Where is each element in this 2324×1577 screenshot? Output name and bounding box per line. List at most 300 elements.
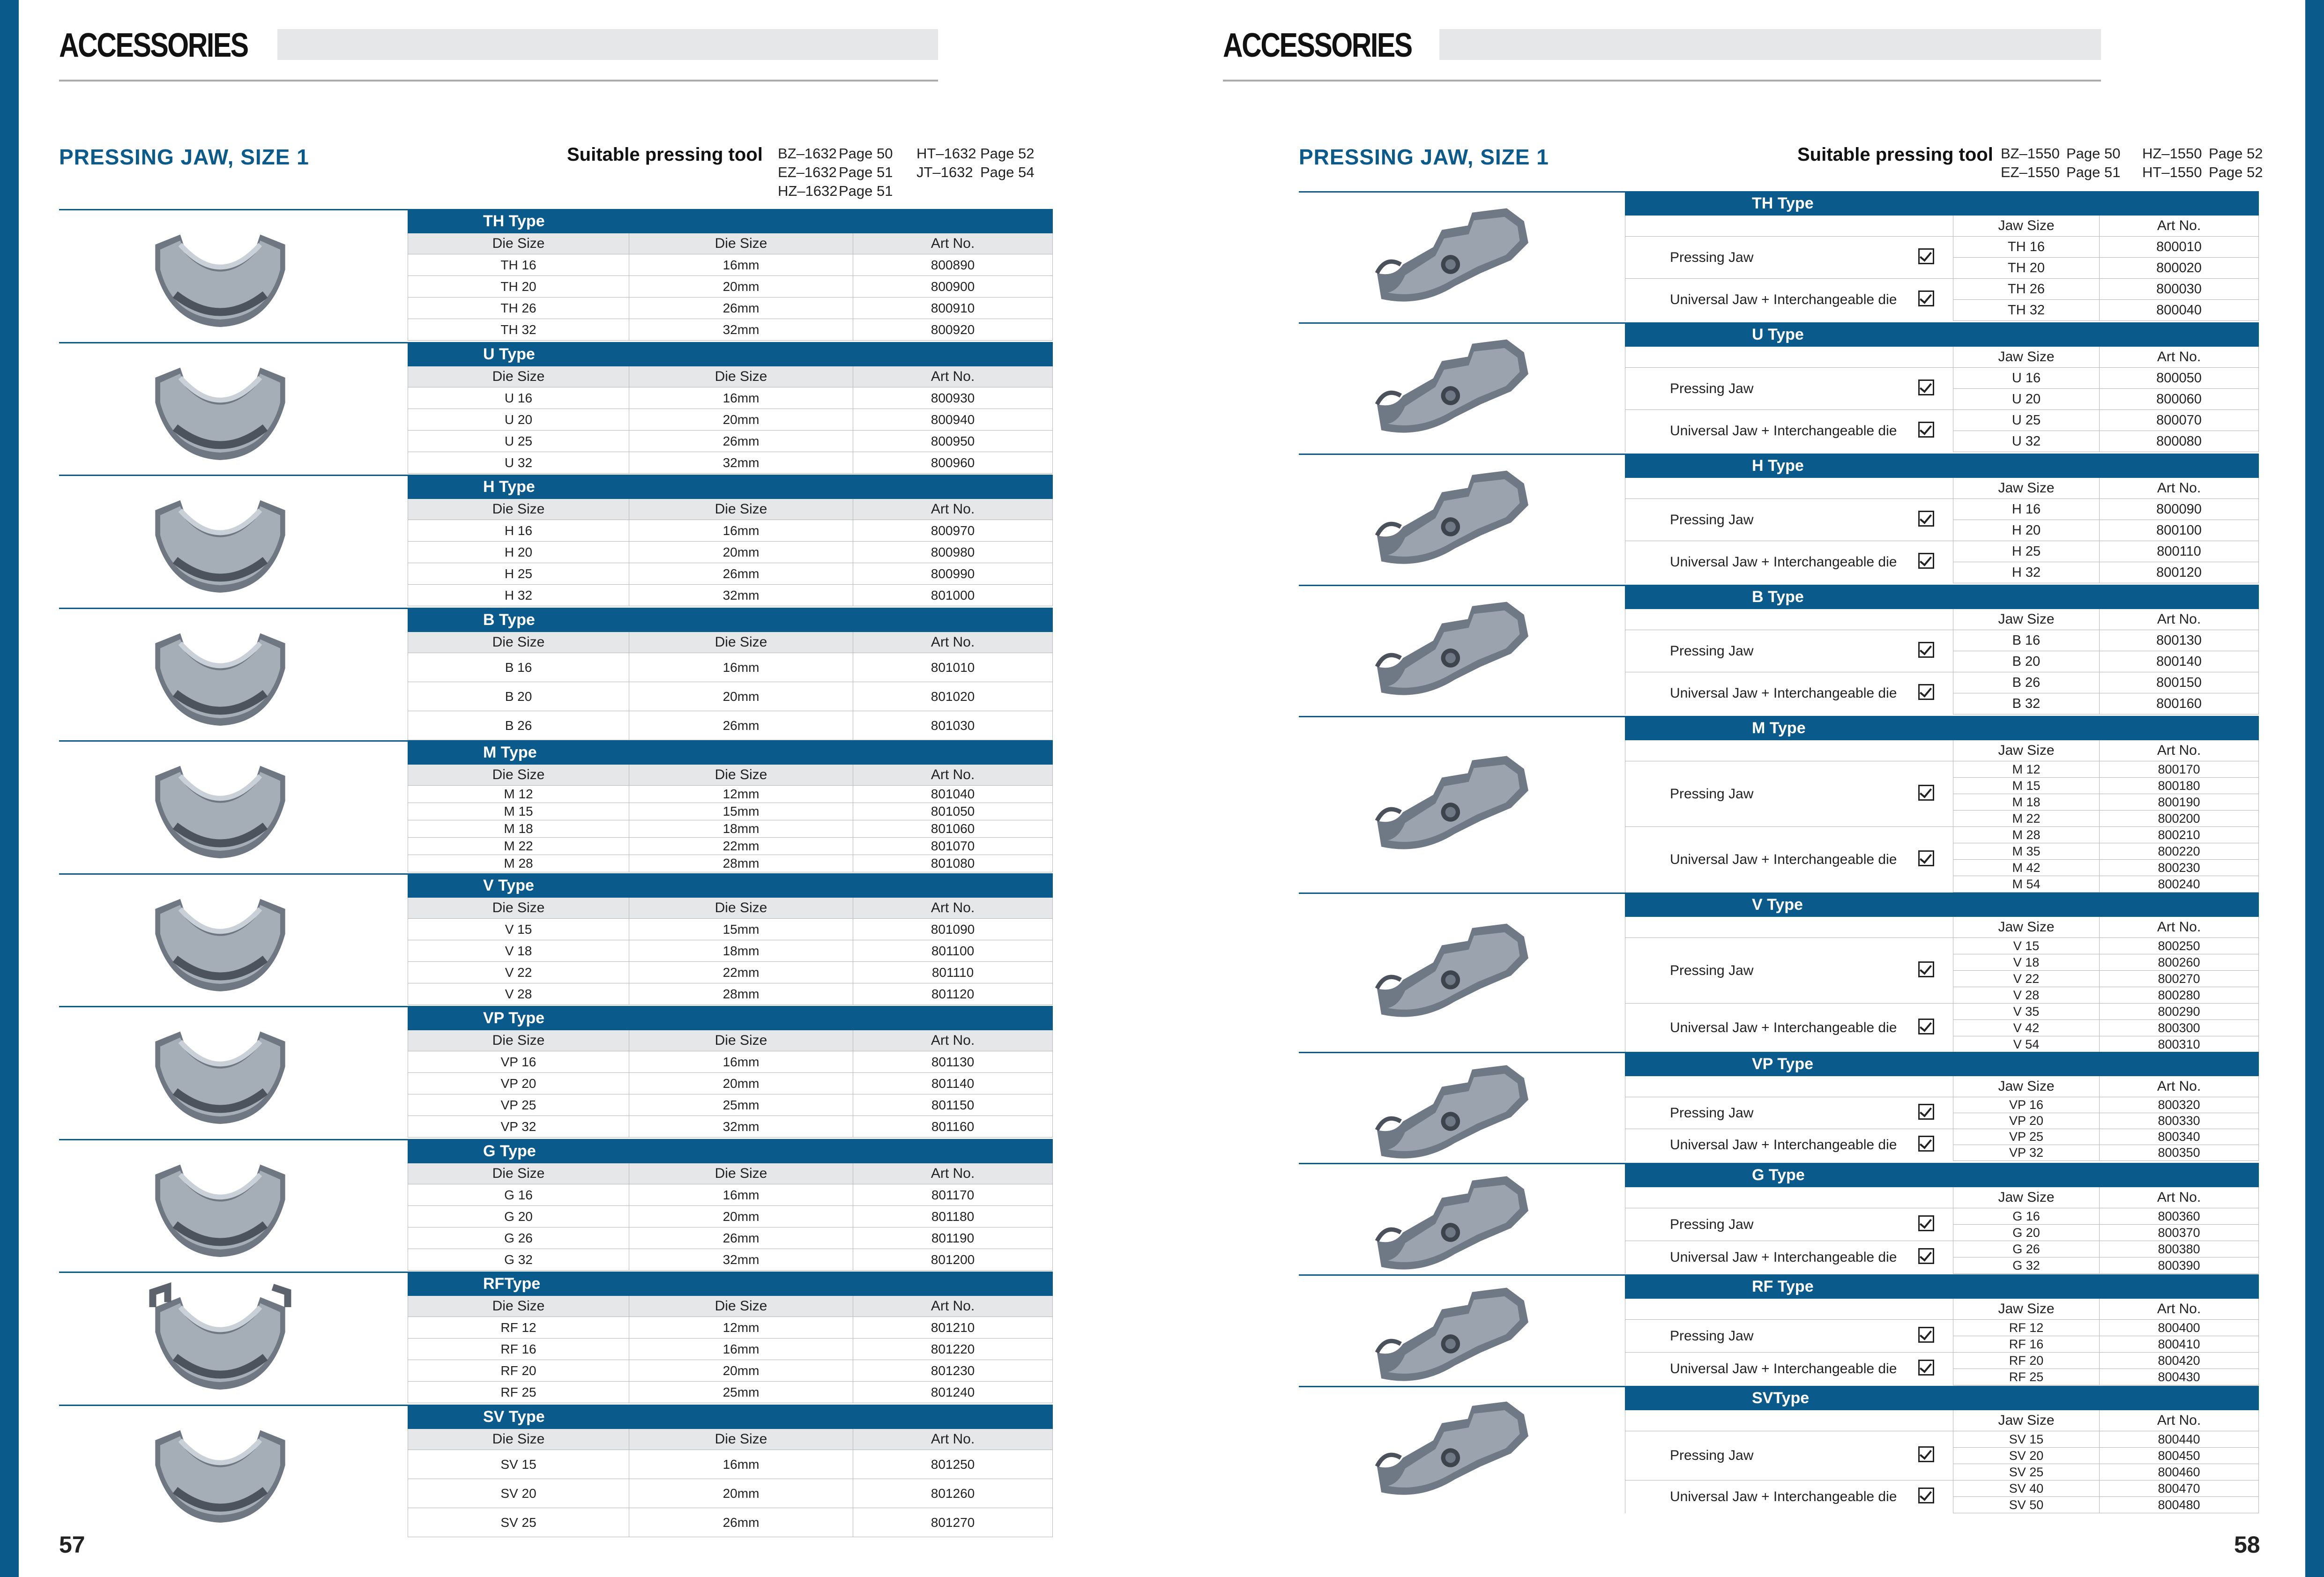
pressing-jaw-image	[1368, 462, 1542, 574]
die-size-mm: 16mm	[629, 520, 853, 542]
jaw-image-box	[1368, 462, 1542, 577]
column-header: Art No.	[853, 1428, 1053, 1450]
column-header: Art No.	[2100, 1410, 2259, 1431]
art-no: 801010	[853, 653, 1053, 682]
jaw-size: M 35	[1953, 843, 2100, 860]
art-no: 800980	[853, 542, 1053, 563]
jaw-image-box	[1368, 747, 1542, 862]
jaw-size: VP 16	[1953, 1097, 2100, 1113]
row-label-text: Universal Jaw + Interchangeable die	[1670, 1488, 1897, 1504]
jaw-size: B 32	[1953, 693, 2100, 714]
type-title: RF Type	[1625, 1275, 2259, 1299]
section-divider	[59, 342, 408, 343]
die-size-code: VP 25	[408, 1094, 629, 1116]
type-title: VP Type	[1625, 1052, 2259, 1076]
tool-page: Page 52	[2209, 164, 2263, 180]
die-image-box	[145, 348, 295, 470]
art-no: 800060	[2100, 389, 2259, 410]
jaw-size: SV 15	[1953, 1431, 2100, 1448]
checkbox-icon	[1918, 1446, 1934, 1462]
die-table	[408, 1405, 1053, 1537]
jaw-size: U 16	[1953, 368, 2100, 389]
table-type-header	[408, 741, 1053, 765]
page-number: 57	[59, 1532, 85, 1558]
art-no: 800220	[2100, 843, 2259, 860]
art-no: 801080	[853, 855, 1053, 872]
table-row	[408, 983, 1053, 1004]
die-size-mm: 26mm	[629, 711, 853, 740]
die-image-box	[145, 480, 295, 603]
table-row	[1625, 1097, 2259, 1113]
table-type-header	[1625, 1163, 2259, 1187]
die-size-code: M 18	[408, 820, 629, 838]
product-section	[1162, 1386, 2305, 1512]
jaw-size: V 22	[1953, 971, 2100, 987]
product-section	[19, 1272, 1162, 1405]
column-header: Art No.	[853, 1296, 1053, 1317]
section-divider	[59, 209, 408, 210]
die-size-mm: 25mm	[629, 1094, 853, 1116]
art-no: 800940	[853, 409, 1053, 430]
column-header: Jaw Size	[1953, 1076, 2100, 1097]
table-type-header	[408, 1272, 1053, 1296]
row-label-text: Universal Jaw + Interchangeable die	[1670, 1249, 1897, 1265]
jaw-table	[1625, 454, 2259, 583]
table-type-header	[408, 1006, 1053, 1030]
type-title: M Type	[1625, 716, 2259, 740]
label-header-blank	[1625, 1076, 1953, 1097]
jaw-size: M 15	[1953, 778, 2100, 794]
row-label-text: Pressing Jaw	[1670, 786, 1754, 802]
column-header-row	[1625, 478, 2259, 499]
die-table	[408, 1272, 1053, 1403]
die-size-mm: 32mm	[629, 452, 853, 473]
row-label-text: Universal Jaw + Interchangeable die	[1670, 685, 1897, 701]
column-header: Art No.	[853, 897, 1053, 918]
suitable-tools-col2	[2142, 144, 2263, 182]
jaw-image-box	[1368, 1168, 1542, 1282]
die-size-mm: 18mm	[629, 940, 853, 961]
die-size-mm: 16mm	[629, 653, 853, 682]
die-size-mm: 26mm	[629, 1227, 853, 1249]
type-title: TH Type	[408, 209, 1053, 233]
die-size-code: M 22	[408, 838, 629, 855]
column-header: Art No.	[853, 233, 1053, 254]
column-header-row	[1625, 917, 2259, 938]
section-divider	[59, 475, 408, 476]
product-section	[1162, 1274, 2305, 1384]
jaw-size: TH 32	[1953, 300, 2100, 321]
section-divider	[59, 1405, 408, 1406]
die-size-code: V 15	[408, 918, 629, 940]
die-size-mm: 20mm	[629, 542, 853, 563]
row-label-text: Universal Jaw + Interchangeable die	[1670, 1361, 1897, 1376]
tool-page: Page 52	[2209, 145, 2263, 162]
art-no: 800140	[2100, 651, 2259, 672]
art-no: 801270	[853, 1508, 1053, 1537]
die-size-code: G 32	[408, 1249, 629, 1270]
die-image-box	[145, 1145, 295, 1267]
product-section	[1162, 716, 2305, 891]
table-type-header	[408, 209, 1053, 233]
jaw-size: V 15	[1953, 938, 2100, 954]
die-size-code: U 25	[408, 430, 629, 452]
table-row	[1625, 672, 2259, 693]
art-no: 801250	[853, 1450, 1053, 1479]
section-divider	[1299, 1163, 1625, 1164]
die-size-code: TH 32	[408, 319, 629, 341]
checkbox-icon	[1918, 642, 1934, 658]
art-no: 801170	[853, 1184, 1053, 1205]
column-header: Die Size	[408, 1163, 629, 1184]
pressing-die-image	[145, 1410, 295, 1530]
art-no: 800120	[2100, 562, 2259, 583]
jaw-table	[1625, 1386, 2259, 1513]
product-section	[19, 1139, 1162, 1272]
heading-bar	[1439, 29, 2101, 60]
die-image-box	[145, 879, 295, 1001]
table-type-header	[1625, 1275, 2259, 1299]
table-row	[1625, 1129, 2259, 1145]
checkbox-icon	[1918, 1488, 1934, 1503]
column-header: Die Size	[408, 1030, 629, 1051]
column-header: Die Size	[408, 1428, 629, 1450]
column-header-row	[408, 632, 1053, 653]
die-size-code: RF 20	[408, 1360, 629, 1382]
tool-page: Page 50	[839, 145, 893, 162]
section-divider	[1299, 716, 1625, 717]
table-row	[408, 520, 1053, 542]
art-no: 800370	[2100, 1225, 2259, 1241]
type-title: G Type	[1625, 1163, 2259, 1187]
column-header-row	[408, 765, 1053, 786]
type-title: M Type	[408, 741, 1053, 765]
column-header: Die Size	[629, 1163, 853, 1184]
die-image-box	[145, 215, 295, 337]
column-header: Art No.	[853, 765, 1053, 786]
universal-jaw-label	[1625, 279, 1953, 321]
art-no: 800350	[2100, 1145, 2259, 1161]
art-no: 800070	[2100, 410, 2259, 431]
table-row	[1625, 1320, 2259, 1336]
product-section	[19, 740, 1162, 873]
table-type-header	[1625, 1386, 2259, 1410]
die-size-code: SV 20	[408, 1479, 629, 1508]
jaw-size: TH 20	[1953, 258, 2100, 279]
type-title: H Type	[408, 475, 1053, 499]
label-header-blank	[1625, 609, 1953, 630]
column-header: Art No.	[853, 632, 1053, 653]
tool-page: Page 51	[2066, 164, 2121, 180]
checkbox-icon	[1918, 1019, 1934, 1034]
art-no: 801100	[853, 940, 1053, 961]
jaw-size: U 20	[1953, 389, 2100, 410]
pressing-jaw-label	[1625, 1208, 1953, 1241]
art-no: 801000	[853, 585, 1053, 606]
art-no: 800010	[2100, 237, 2259, 258]
jaw-image-box	[1368, 1279, 1542, 1394]
jaw-size: M 18	[1953, 794, 2100, 811]
table-row	[408, 1339, 1053, 1360]
column-header: Art No.	[2100, 609, 2259, 630]
table-row	[1625, 1353, 2259, 1369]
die-size-mm: 20mm	[629, 409, 853, 430]
jaw-size: SV 50	[1953, 1497, 2100, 1513]
column-header: Die Size	[629, 366, 853, 387]
art-no: 800250	[2100, 938, 2259, 954]
table-row	[408, 1073, 1053, 1094]
art-no: 800890	[853, 254, 1053, 276]
checkbox-icon	[1918, 785, 1934, 801]
column-header: Die Size	[629, 1296, 853, 1317]
die-size-code: VP 32	[408, 1116, 629, 1138]
type-title: B Type	[1625, 585, 2259, 609]
table-type-header	[408, 608, 1053, 632]
jaw-table	[1625, 1274, 2259, 1385]
type-title: V Type	[1625, 893, 2259, 917]
table-row	[1625, 1004, 2259, 1020]
die-table	[408, 475, 1053, 606]
die-size-mm: 20mm	[629, 1073, 853, 1094]
table-type-header	[1625, 323, 2259, 347]
table-row	[1625, 279, 2259, 300]
column-header: Die Size	[629, 233, 853, 254]
column-header: Art No.	[2100, 740, 2259, 761]
die-size-mm: 15mm	[629, 918, 853, 940]
pressing-jaw-image	[1368, 747, 1542, 860]
die-table	[408, 1139, 1053, 1271]
section-divider	[1299, 893, 1625, 894]
art-no: 800910	[853, 298, 1053, 319]
jaw-size: M 28	[1953, 827, 2100, 843]
die-size-code: M 28	[408, 855, 629, 872]
type-title: B Type	[408, 608, 1053, 632]
column-header: Die Size	[408, 366, 629, 387]
row-label-text: Pressing Jaw	[1670, 643, 1754, 659]
jaw-table	[1625, 716, 2259, 893]
art-no: 800960	[853, 452, 1053, 473]
jaw-size: RF 25	[1953, 1369, 2100, 1385]
pressing-die-image	[145, 480, 295, 600]
row-label-text: Pressing Jaw	[1670, 1105, 1754, 1121]
tool-page: Page 51	[839, 164, 893, 180]
column-header: Jaw Size	[1953, 917, 2100, 938]
page-heading: ACCESSORIES	[1223, 27, 1412, 64]
pressing-die-image	[145, 746, 295, 866]
table-row	[408, 803, 1053, 820]
art-no: 801120	[853, 983, 1053, 1004]
section-divider	[1299, 1386, 1625, 1387]
table-row	[408, 1317, 1053, 1339]
art-no: 800090	[2100, 499, 2259, 520]
jaw-size: H 32	[1953, 562, 2100, 583]
die-size-mm: 32mm	[629, 585, 853, 606]
universal-jaw-label	[1625, 541, 1953, 583]
pressing-die-image	[145, 348, 295, 468]
art-no: 801240	[853, 1382, 1053, 1403]
table-row	[408, 1360, 1053, 1382]
pressing-die-image	[145, 1277, 295, 1397]
art-no: 800290	[2100, 1004, 2259, 1020]
table-row	[408, 682, 1053, 711]
jaw-size: SV 40	[1953, 1480, 2100, 1497]
jaw-image-box	[1368, 200, 1542, 314]
product-section	[19, 1405, 1162, 1538]
art-no: 800950	[853, 430, 1053, 452]
tool-page: Page 52	[980, 145, 1035, 162]
pressing-die-image	[145, 879, 295, 999]
type-title: G Type	[408, 1139, 1053, 1163]
art-no: 800470	[2100, 1480, 2259, 1497]
die-size-mm: 28mm	[629, 983, 853, 1004]
checkbox-icon	[1918, 961, 1934, 977]
die-size-mm: 20mm	[629, 682, 853, 711]
art-no: 800210	[2100, 827, 2259, 843]
tool-model: HZ–1550	[2142, 145, 2202, 162]
tool-page: Page 51	[839, 183, 893, 199]
column-header: Art No.	[2100, 1076, 2259, 1097]
die-size-code: H 16	[408, 520, 629, 542]
pressing-jaw-image	[1368, 200, 1542, 312]
column-header: Die Size	[629, 632, 853, 653]
die-table	[408, 873, 1053, 1005]
suitable-tools-col1	[2001, 144, 2121, 182]
art-no: 801150	[853, 1094, 1053, 1116]
right-page	[1162, 0, 2305, 1577]
label-header-blank	[1625, 1410, 1953, 1431]
section-divider	[1299, 1052, 1625, 1053]
type-title: SVType	[1625, 1386, 2259, 1410]
universal-jaw-label	[1625, 410, 1953, 452]
pressing-die-image	[145, 613, 295, 733]
die-image-box	[145, 1410, 295, 1532]
table-row	[1625, 237, 2259, 258]
table-row	[408, 838, 1053, 855]
column-header: Art No.	[2100, 478, 2259, 499]
art-no: 801160	[853, 1116, 1053, 1138]
column-header: Die Size	[629, 499, 853, 520]
jaw-size: M 22	[1953, 811, 2100, 827]
checkbox-icon	[1918, 1360, 1934, 1376]
jaw-size: RF 16	[1953, 1336, 2100, 1353]
pressing-jaw-image	[1368, 593, 1542, 706]
art-no: 800310	[2100, 1036, 2259, 1053]
die-size-code: RF 25	[408, 1382, 629, 1403]
art-no: 800100	[2100, 520, 2259, 541]
art-no: 800200	[2100, 811, 2259, 827]
table-row	[408, 940, 1053, 961]
art-no: 800320	[2100, 1097, 2259, 1113]
jaw-size: G 16	[1953, 1208, 2100, 1225]
table-row	[408, 254, 1053, 276]
art-no: 801220	[853, 1339, 1053, 1360]
page-heading: ACCESSORIES	[59, 27, 248, 64]
art-no: 800170	[2100, 761, 2259, 778]
art-no: 800020	[2100, 258, 2259, 279]
die-size-mm: 26mm	[629, 563, 853, 585]
table-row	[408, 409, 1053, 430]
checkbox-icon	[1918, 1215, 1934, 1231]
left-page	[19, 0, 1162, 1577]
row-label-text: Pressing Jaw	[1670, 249, 1754, 265]
die-size-code: TH 20	[408, 276, 629, 298]
table-row	[408, 1450, 1053, 1479]
type-title: RFType	[408, 1272, 1053, 1296]
jaw-image-box	[1368, 1056, 1542, 1171]
jaw-size: U 32	[1953, 431, 2100, 452]
die-size-mm: 26mm	[629, 430, 853, 452]
row-label-text: Pressing Jaw	[1670, 512, 1754, 528]
jaw-image-box	[1368, 593, 1542, 708]
die-size-mm: 26mm	[629, 298, 853, 319]
die-size-code: M 15	[408, 803, 629, 820]
die-size-mm: 32mm	[629, 1116, 853, 1138]
jaw-size: V 54	[1953, 1036, 2100, 1053]
table-type-header	[1625, 893, 2259, 917]
table-row	[408, 1205, 1053, 1227]
art-no: 801030	[853, 711, 1053, 740]
table-type-header	[408, 873, 1053, 897]
table-row	[408, 298, 1053, 319]
art-no: 800990	[853, 563, 1053, 585]
column-header: Die Size	[629, 1030, 853, 1051]
section-divider	[59, 608, 408, 609]
die-size-mm: 16mm	[629, 254, 853, 276]
column-header-row	[408, 1163, 1053, 1184]
jaw-size: VP 25	[1953, 1129, 2100, 1145]
pressing-jaw-label	[1625, 1320, 1953, 1353]
table-row	[408, 786, 1053, 803]
pressing-jaw-label	[1625, 761, 1953, 827]
die-size-code: V 28	[408, 983, 629, 1004]
art-no: 800340	[2100, 1129, 2259, 1145]
table-row	[408, 1094, 1053, 1116]
row-label-text: Pressing Jaw	[1670, 380, 1754, 396]
die-size-mm: 20mm	[629, 1360, 853, 1382]
type-title: SV Type	[408, 1405, 1053, 1428]
art-no: 800480	[2100, 1497, 2259, 1513]
product-section	[1162, 585, 2305, 714]
die-size-mm: 12mm	[629, 786, 853, 803]
product-section	[19, 342, 1162, 475]
art-no: 801050	[853, 803, 1053, 820]
table-row	[408, 855, 1053, 872]
column-header: Art No.	[853, 366, 1053, 387]
pressing-jaw-image	[1368, 1056, 1542, 1169]
jaw-size: TH 16	[1953, 237, 2100, 258]
table-row	[1625, 1431, 2259, 1448]
die-size-mm: 16mm	[629, 387, 853, 409]
checkbox-icon	[1918, 422, 1934, 438]
jaw-size: V 18	[1953, 954, 2100, 971]
die-size-code: VP 16	[408, 1051, 629, 1073]
die-size-code: VP 20	[408, 1073, 629, 1094]
table-row	[408, 1249, 1053, 1270]
jaw-size: M 54	[1953, 876, 2100, 893]
table-type-header	[408, 1405, 1053, 1428]
jaw-size: RF 12	[1953, 1320, 2100, 1336]
table-row	[408, 585, 1053, 606]
column-header-row	[1625, 1410, 2259, 1431]
column-header: Art No.	[2100, 347, 2259, 368]
art-no: 800110	[2100, 541, 2259, 562]
die-size-code: H 20	[408, 542, 629, 563]
die-size-code: B 26	[408, 711, 629, 740]
die-image-box	[145, 1012, 295, 1134]
suitable-tools-col2	[916, 144, 1035, 182]
column-header: Die Size	[408, 499, 629, 520]
art-no: 800920	[853, 319, 1053, 341]
